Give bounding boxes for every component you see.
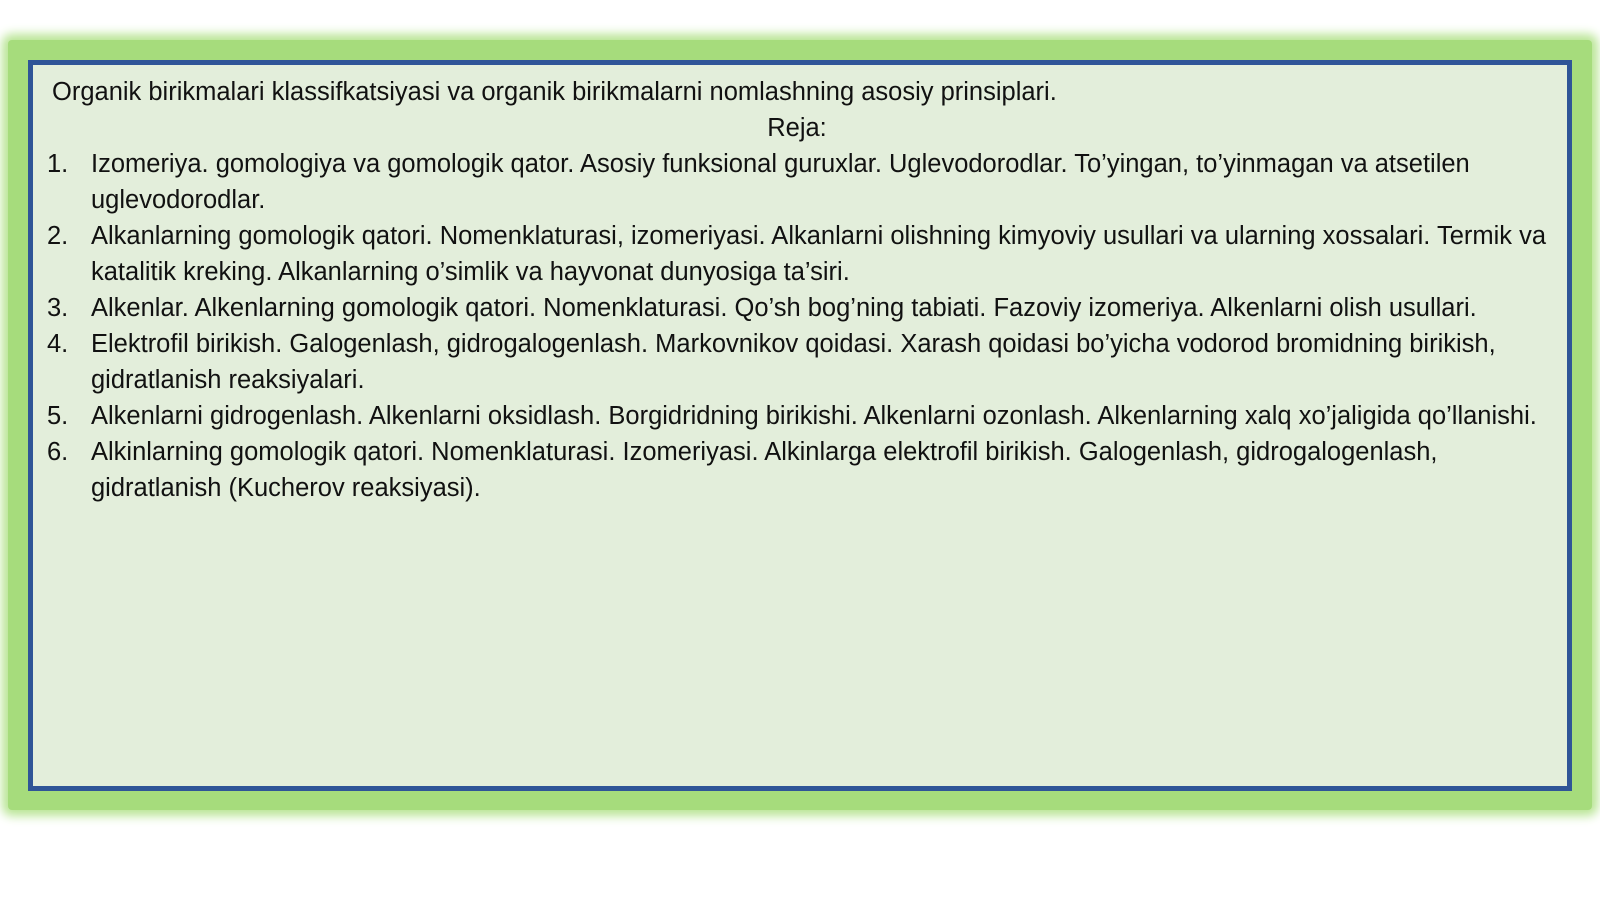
list-item-text: Alkanlarning gomologik qatori. Nomenklaturasi, izomeriyasi. Alkanlarni olishning kimyoviy usullari va ularning xossalari. Termik va katalitik kreking. Alkanlarning o’simlik va hayvonat dunyosiga ta’siri. (91, 222, 1547, 286)
list-item (47, 326, 1547, 398)
list-item (47, 146, 1547, 218)
plan-list (47, 146, 1547, 506)
content-panel (28, 60, 1572, 791)
list-item (47, 290, 1547, 326)
list-item-number: 3. (47, 294, 69, 322)
list-item (47, 398, 1547, 434)
list-item (47, 218, 1547, 290)
plan-heading: Reja: (767, 114, 827, 142)
list-item-number: 1. (47, 150, 69, 178)
list-item-text: Izomeriya. gomologiya va gomologik qator. Asosiy funksional guruxlar. Uglevodorodlar. To’yingan, to’yinmagan va atsetilen uglevodorodlar. (91, 150, 1470, 214)
list-item-text: Alkenlarni gidrogenlash. Alkenlarni oksidlash. Borgidridning birikishi. Alkenlarni ozonlash. Alkenlarning xalq xo’jaligida qo’llanishi. (91, 402, 1537, 430)
list-item-text: Alkinlarning gomologik qatori. Nomenklaturasi. Izomeriyasi. Alkinlarga elektrofil birikish. Galogenlash, gidrogalogenlash, gidratlanish (Kucherov reaksiyasi). (91, 438, 1438, 502)
list-item-text: Alkenlar. Alkenlarning gomologik qatori. Nomenklaturasi. Qo’sh bog’ning tabiati. Fazoviy izomeriya. Alkenlarni olish usullari. (91, 294, 1477, 322)
slide-title: Organik birikmalari klassifkatsiyasi va organik birikmalarni nomlashning asosiy prinsiplari. (52, 78, 1057, 106)
list-item-number: 6. (47, 438, 69, 466)
list-item-number: 5. (47, 402, 69, 430)
list-item-number: 2. (47, 222, 69, 250)
list-item-text: Elektrofil birikish. Galogenlash, gidrogalogenlash. Markovnikov qoidasi. Xarash qoidasi bo’yicha vodorod bromidning birikish, gidratlanish reaksiyalari. (91, 330, 1496, 394)
list-item (47, 434, 1547, 506)
list-item-number: 4. (47, 330, 69, 358)
